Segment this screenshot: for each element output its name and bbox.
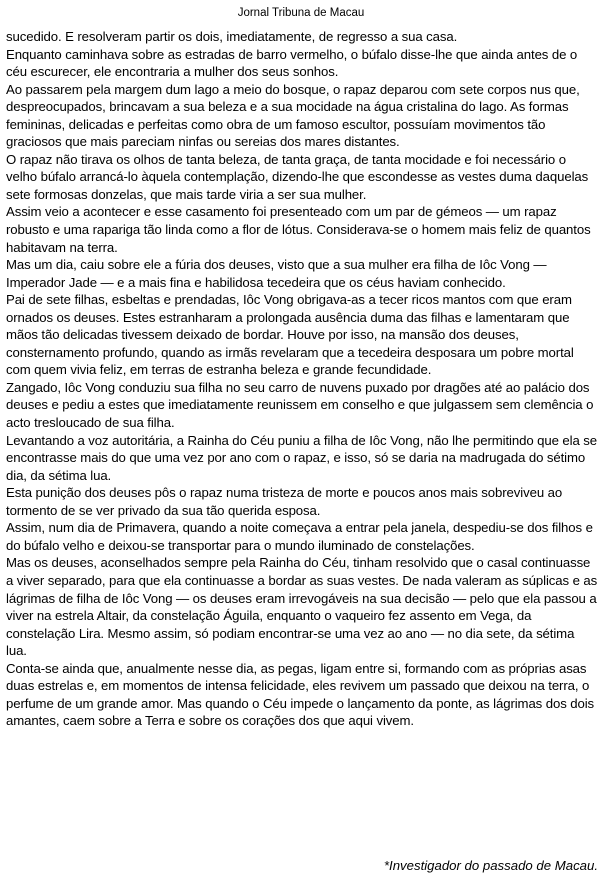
article-paragraph: Mas os deuses, aconselhados sempre pela Rainha do Céu, tinham resolvido que o casal continuasse a viver separado, para que ela continuasse a bordar as suas vestes. De nada valeram as súplicas e as lágrimas de filha de Iôc Vong — os deuses eram irrevogáveis na sua decisão — pelo que ela passou a viver na estrela Altair, da constelação Águila, enquanto o vaqueiro fez assento em Vega, da constelação Lira. Mesmo assim, só podiam encontrar-se uma vez ao ano — no dia sete, da sétima lua. <box>6 555 598 659</box>
article-paragraph: Assim, num dia de Primavera, quando a noite começava a entrar pela janela, despediu-se dos filhos e do búfalo velho e deixou-se transportar para o mundo iluminado de constelações. <box>6 520 593 553</box>
article-paragraph: Conta-se ainda que, anualmente nesse dia, as pegas, ligam entre si, formando com as próprias asas duas estrelas e, em momentos de intensa felicidade, eles revivem um passado que deixou na terra, o perfume de um grande amor. Mas quando o Céu impede o lançamento da ponte, as lágrimas dos dois amantes, caem sobre a Terra e sobre os corações dos que aqui vivem. <box>6 660 595 729</box>
article-body <box>6 28 598 730</box>
article-paragraph: Ao passarem pela margem dum lago a meio do bosque, o rapaz deparou com sete corpos nus que, despreocupados, brincavam a sua beleza e a sua mocidade na água cristalina do lago. As formas femininas, delicadas e perfeitas como obra de um famoso escultor, possuíam movimentos tão graciosos que mais pareciam ninfas ou sereias dos mares distantes. <box>6 81 580 150</box>
article-paragraph: sucedido. E resolveram partir os dois, imediatamente, de regresso a sua casa. <box>6 29 458 44</box>
article-paragraph: Zangado, Iôc Vong conduziu sua filha no seu carro de nuvens puxado por dragões até ao palácio dos deuses e pediu a estes que imediatamente reunissem em conselho e que julgassem sem clemência o acto tresloucado de sua filha. <box>6 379 594 431</box>
newspaper-header: Jornal Tribuna de Macau <box>237 7 365 19</box>
author-signature: *Investigador do passado de Macau. <box>383 858 598 873</box>
article-paragraph: Assim veio a acontecer e esse casamento foi presenteado com um par de gémeos — um rapaz robusto e uma rapariga tão linda como a flor de lótus. Considerava-se o homem mais feliz de quantos habitavam na terra. <box>6 204 591 255</box>
article-paragraph: Esta punição dos deuses pôs o rapaz numa tristeza de morte e poucos anos mais sobreviveu ao tormento de se ver privado da sua tão querida esposa. <box>6 485 563 518</box>
article-paragraph: Levantando a voz autoritária, a Rainha do Céu puniu a filha de Iôc Vong, não lhe permitindo que ela se encontrasse mais do que uma vez por ano com o rapaz, e isso, só se daria na madrugada do sétimo dia, da sétima lua. <box>6 432 597 483</box>
article-paragraph: Enquanto caminhava sobre as estradas de barro vermelho, o búfalo disse-lhe que ainda antes de o céu escurecer, ele encontraria a mulher dos seus sonhos. <box>6 46 578 80</box>
article-paragraph: Pai de sete filhas, esbeltas e prendadas, Iôc Vong obrigava-as a tecer ricos mantos com que eram ornados os deuses. Estes estranharam a prolongada ausência duma das filhas e lamentaram que mãos tão delicadas tivessem deixado de bordar. Houve por isso, na mansão dos deuses, consternamento profundo, quando as irmãs revelaram que a tecedeira desposara um pobre mortal com quem vivia feliz, em terras de estranha beleza e grande fecundidade. <box>6 292 574 378</box>
article-paragraph: Mas um dia, caiu sobre ele a fúria dos deuses, visto que a sua mulher era filha de Iôc Vong — Imperador Jade — e a mais fina e habilidosa tecedeira que os céus haviam conhecido. <box>6 257 547 290</box>
article-paragraph: O rapaz não tirava os olhos de tanta beleza, de tanta graça, de tanta mocidade e foi necessário o velho búfalo arrancá-lo àquela contemplação, dizendo-lhe que escondesse as vestes duma daquelas sete formosas donzelas, que mais tarde viria a ser sua mulher. <box>6 151 589 202</box>
